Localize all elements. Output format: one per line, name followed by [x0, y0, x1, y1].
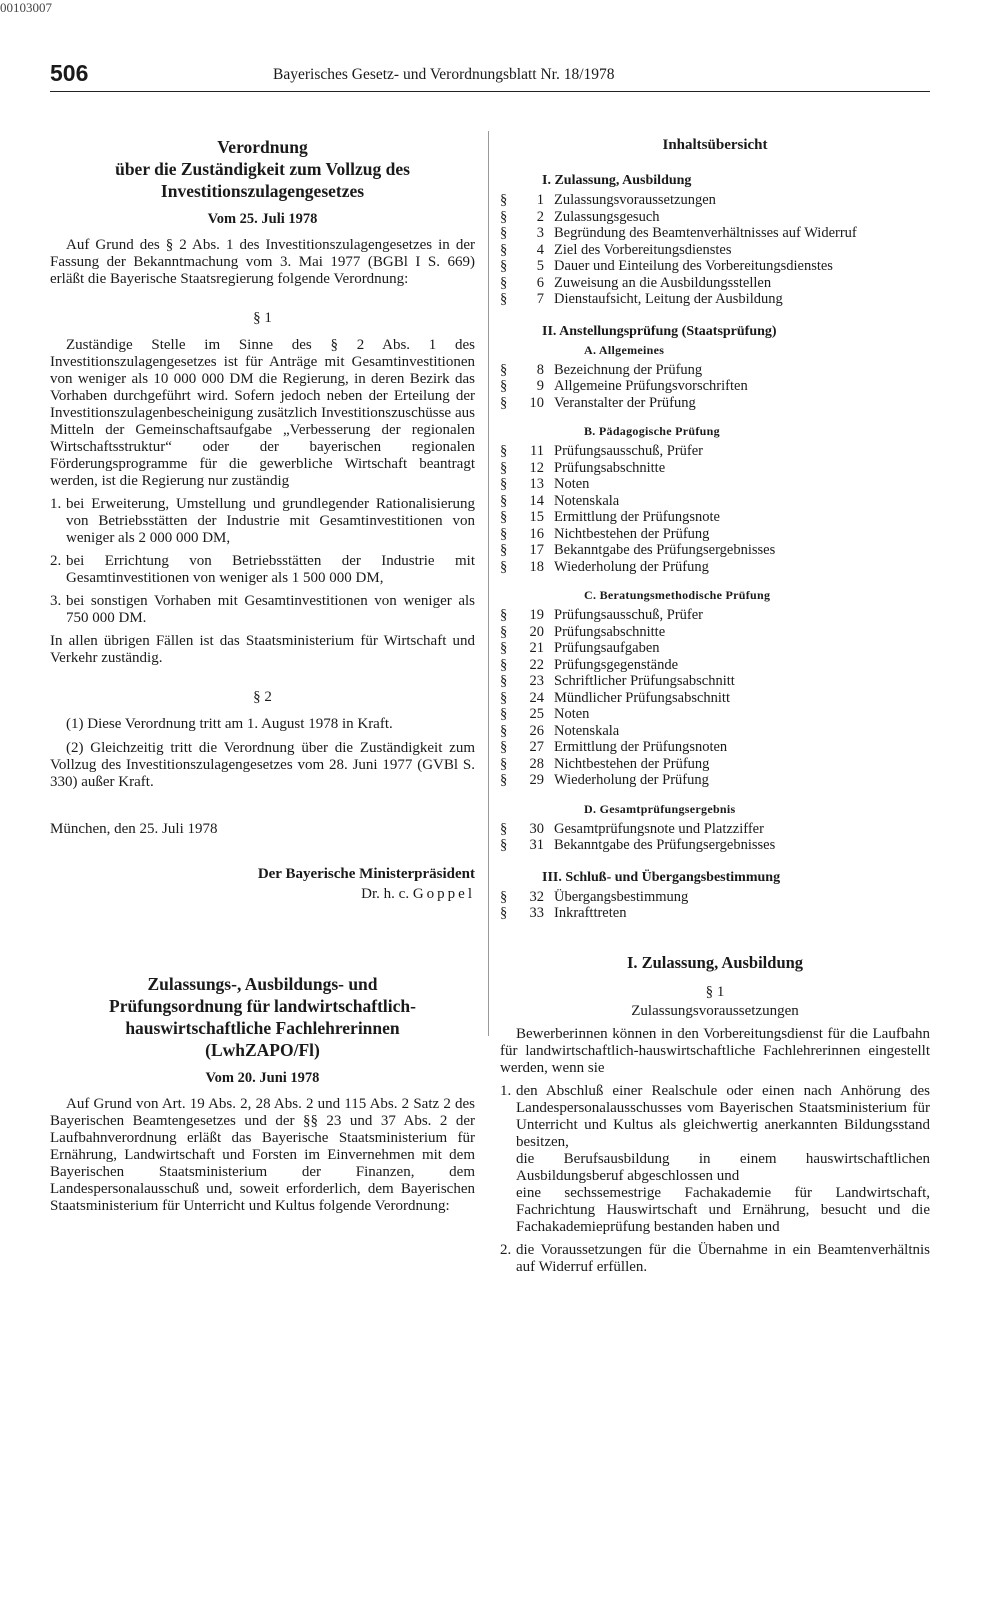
- toc-entry-title: Zuweisung an die Ausbildungsstellen: [554, 274, 772, 291]
- toc-entry-number: 33: [529, 905, 544, 921]
- toc-entry: [500, 291, 930, 308]
- ord1-item-list: [50, 496, 475, 627]
- toc-entry-number: 27: [529, 739, 544, 755]
- ord2-title-line-3: hauswirtschaftliche Fachlehrerinnen: [125, 1018, 400, 1038]
- toc-entry-title: Ermittlung der Prüfungsnote: [554, 509, 720, 525]
- toc-entry-title: Wiederholung der Prüfung: [554, 772, 709, 788]
- toc-entry-title: Zulassungsvoraussetzungen: [554, 192, 716, 208]
- toc-entry-number: 10: [529, 394, 544, 411]
- section-sign: §: [500, 476, 508, 492]
- section-sign: §: [500, 739, 508, 755]
- toc-entry-title: Dauer und Einteilung des Vorbereitungsdienstes: [554, 258, 833, 274]
- toc-entry-number: 22: [529, 656, 544, 673]
- section-sign: §: [500, 208, 508, 225]
- toc-entry-title: Prüfungsabschnitte: [554, 459, 666, 476]
- list-item: [50, 593, 475, 627]
- section-sign: §: [500, 241, 508, 258]
- toc-entry-title: Ziel des Vorbereitungsdienstes: [554, 241, 732, 258]
- toc-entry: [500, 657, 930, 674]
- section-sign: §: [500, 905, 508, 921]
- toc-entry-number: 7: [536, 291, 544, 307]
- ord2-title-line-1: Zulassungs-, Ausbildungs- und: [147, 974, 378, 994]
- list-item-text: die Berufsausbildung in einem hauswirtschaftlichen Ausbildungsberuf abgeschlossen und: [516, 1150, 930, 1184]
- toc-entry: [500, 476, 930, 493]
- toc-entry-title: Inkrafttreten: [554, 905, 627, 921]
- toc-entry: [500, 493, 930, 510]
- toc-entry: [500, 395, 930, 412]
- toc-section-title: III. Schluß- und Übergangsbestimmung: [542, 869, 781, 885]
- toc-entry-title: Bekanntgabe des Prüfungsergebnisses: [554, 837, 776, 853]
- toc-entry-title: Noten: [554, 706, 590, 722]
- toc-entry-number: 28: [529, 755, 544, 772]
- section-sign: §: [500, 888, 508, 905]
- list-item-text: den Abschluß einer Realschule oder einen nach Anhörung des Landespersonalausschusses vom Bayerischen Staatsministerium für Unterricht und Kultus als gleichwertig anerkannten Bildungsstand besitzen,: [516, 1082, 930, 1150]
- column-divider: [488, 131, 489, 1036]
- toc-entry-title: Zulassungsgesuch: [554, 208, 660, 225]
- toc-entry: [500, 889, 930, 906]
- ord1-s1-text: Zuständige Stelle im Sinne des § 2 Abs. 1 des Investitionszulagengesetzes ist für Anträge mit Gesamtinvestitionen von weniger als 10 000 000 DM die Regierung, in deren Bezirk das Vorhaben durchgeführt wird. Sofern jedoch neben der Erteilung der Investitionszulagenbescheinigung zusätzlich Investitionszuschüsse aus Mitteln der Gemeinschaftsaufgabe „Verbesserung der regionalen Wirtschaftsstruktur“ oder der bayerischen regionalen Förderungsprogramme für die gewerbliche Wirtschaft beantragt werden, ist die Regierung nur zuständig: [50, 337, 475, 489]
- section-sign: §: [500, 656, 508, 673]
- section-sign: §: [500, 820, 508, 837]
- table-of-contents: [500, 172, 930, 922]
- toc-entry: [500, 690, 930, 707]
- toc-entry-title: Allgemeine Prüfungsvorschriften: [554, 378, 748, 394]
- ord1-s2-paragraph-1: (1) Diese Verordnung tritt am 1. August 1978 in Kraft.: [66, 716, 393, 732]
- toc-entry-number: 11: [530, 443, 544, 459]
- toc-entry-title: Nichtbestehen der Prüfung: [554, 755, 710, 772]
- toc-subsection-title: B. Pädagogische Prüfung: [584, 424, 720, 438]
- page-number: 506: [50, 60, 89, 86]
- toc-entry: [500, 542, 930, 559]
- section-sign: §: [500, 673, 508, 689]
- toc-entry-number: 12: [529, 459, 544, 476]
- ord1-title-line-3: Investitionszulagengesetzes: [160, 181, 365, 201]
- list-item: [500, 1083, 930, 1236]
- toc-entry-number: 24: [529, 689, 544, 706]
- section-sign: §: [500, 509, 508, 525]
- toc-entry: [500, 526, 930, 543]
- toc-entry: [500, 225, 930, 242]
- toc-entry-number: 30: [529, 820, 544, 837]
- ord1-s2-paragraph-2: (2) Gleichzeitig tritt die Verordnung über die Zuständigkeit zum Vollzug des Investitionszulagengesetzes vom 28. Juni 1977 (GVBl S. 330) außer Kraft.: [50, 740, 475, 790]
- ord1-preamble: Auf Grund des § 2 Abs. 1 des Investitionszulagengesetzes in der Fassung der Bekanntmachung vom 3. Mai 1977 (BGBl I S. 669) erläßt die Bayerische Staatsregierung folgende Verordnung:: [50, 237, 475, 287]
- toc-entry: [500, 706, 930, 723]
- toc-entry: [500, 378, 930, 395]
- toc-entry: [500, 821, 930, 838]
- toc-entry-number: 25: [529, 706, 544, 722]
- section-sign: §: [500, 258, 508, 274]
- toc-entry-number: 26: [529, 722, 544, 739]
- toc-entry-number: 15: [529, 509, 544, 525]
- toc-entry: [500, 756, 930, 773]
- ord1-title-line-2: über die Zuständigkeit zum Vollzug des: [115, 159, 410, 179]
- toc-entry-title: Prüfungsabschnitte: [554, 623, 666, 640]
- toc-entry: [500, 607, 930, 624]
- toc-entry: [500, 905, 930, 922]
- toc-entry-number: 23: [529, 673, 544, 689]
- toc-entry: [500, 460, 930, 477]
- toc-entry-number: 8: [536, 361, 544, 378]
- toc-entry: [500, 673, 930, 690]
- section-sign: §: [500, 443, 508, 459]
- toc-entry-number: 9: [536, 378, 544, 394]
- toc-entry-number: 16: [529, 525, 544, 542]
- toc-entry-title: Wiederholung der Prüfung: [554, 558, 709, 575]
- toc-entry: [500, 258, 930, 275]
- toc-subsection-title: D. Gesamtprüfungsergebnis: [584, 801, 736, 816]
- toc-entry-title: Ermittlung der Prüfungsnoten: [554, 739, 728, 755]
- toc-subsection-title: A. Allgemeines: [584, 342, 665, 357]
- toc-entry-title: Prüfungsaufgaben: [554, 640, 660, 656]
- toc-entry-title: Notenskala: [554, 492, 620, 509]
- toc-entry-title: Bezeichnung der Prüfung: [554, 361, 703, 378]
- section-sign: §: [500, 394, 508, 411]
- section-sign: §: [500, 192, 508, 208]
- toc-entry: [500, 443, 930, 460]
- scan-mark: 00103007: [0, 0, 52, 15]
- ord2-date: Vom 20. Juni 1978: [205, 1070, 320, 1086]
- toc-heading: Inhaltsübersicht: [662, 137, 768, 153]
- ord1-s1-heading: § 1: [253, 310, 272, 326]
- toc-entry-number: 3: [536, 225, 544, 241]
- toc-entry-number: 29: [529, 772, 544, 788]
- ordinance-1: [50, 136, 475, 903]
- section-sign: §: [500, 525, 508, 542]
- toc-entry-title: Dienstaufsicht, Leitung der Ausbildung: [554, 291, 783, 307]
- section-sign: §: [500, 837, 508, 853]
- toc-section-title: II. Anstellungsprüfung (Staatsprüfung): [542, 323, 777, 339]
- part1-heading: I. Zulassung, Ausbildung: [626, 952, 804, 972]
- ord1-date: Vom 25. Juli 1978: [207, 211, 318, 227]
- toc-entry-title: Prüfungsgegenstände: [554, 656, 679, 673]
- toc-entry-number: 21: [529, 640, 544, 656]
- ord1-title-line-1: Verordnung: [217, 137, 308, 157]
- left-column: [50, 136, 475, 1215]
- section-sign: §: [500, 291, 508, 307]
- right-column: [500, 137, 930, 1276]
- ord2-preamble: Auf Grund von Art. 19 Abs. 2, 28 Abs. 2 und 115 Abs. 2 Satz 2 des Bayerischen Beamtengesetzes und der §§ 23 und 37 Abs. 2 der Laufbahnverordnung erläßt das Bayerische Staatsministerium für Ernährung, Landwirtschaft und Forsten im Einvernehmen mit dem Bayerischen Staatsministerium der Finanzen, dem Landespersonalausschuß und, soweit erforderlich, dem Bayerischen Staatsministerium für Unterricht und Kultus folgende Verordnung:: [50, 1096, 475, 1214]
- toc-entry: [500, 275, 930, 292]
- toc-entry-number: 31: [529, 837, 544, 853]
- running-title: Bayerisches Gesetz- und Verordnungsblatt Nr. 18/1978: [273, 66, 615, 83]
- toc-entry: [500, 640, 930, 657]
- section-sign: §: [500, 225, 508, 241]
- list-item-text: bei Errichtung von Betriebsstätten der Industrie mit Gesamtinvestitionen von weniger als 1 500 000 DM,: [66, 553, 475, 586]
- list-item: [50, 553, 475, 587]
- part1-intro: Bewerberinnen können in den Vorbereitungsdienst für die Laufbahn für landwirtschaftlich-hauswirtschaftliche Fachlehrerinnen eingestellt werden, wenn sie: [500, 1025, 930, 1076]
- toc-entry-title: Prüfungsausschuß, Prüfer: [554, 443, 704, 459]
- toc-entry-title: Schriftlicher Prüfungsabschnitt: [554, 673, 735, 689]
- toc-entry-title: Mündlicher Prüfungsabschnitt: [554, 689, 730, 706]
- section-sign: §: [500, 558, 508, 575]
- section-sign: §: [500, 542, 508, 558]
- toc-entry-title: Gesamtprüfungsnote und Platzziffer: [554, 820, 764, 837]
- toc-section-title: I. Zulassung, Ausbildung: [542, 173, 692, 188]
- toc-entry-title: Übergangsbestimmung: [554, 888, 689, 905]
- list-item: [50, 496, 475, 547]
- section-sign: §: [500, 492, 508, 509]
- ord1-place-date: München, den 25. Juli 1978: [50, 821, 218, 837]
- toc-entry-title: Nichtbestehen der Prüfung: [554, 525, 710, 542]
- list-item-number: 3.: [50, 593, 62, 609]
- toc-entry-number: 4: [536, 241, 544, 258]
- toc-entry: [500, 362, 930, 379]
- toc-entry: [500, 723, 930, 740]
- list-item-number: 1.: [50, 496, 62, 512]
- toc-entry-title: Begründung des Beamtenverhältnisses auf Widerruf: [554, 225, 857, 241]
- toc-entry-number: 13: [529, 476, 544, 492]
- toc-entry: [500, 624, 930, 641]
- toc-entry-number: 20: [529, 623, 544, 640]
- section-sign: §: [500, 623, 508, 640]
- list-item-number: 1.: [500, 1082, 512, 1099]
- toc-entry: [500, 559, 930, 576]
- section-sign: §: [500, 772, 508, 788]
- toc-subsection-title: C. Beratungsmethodische Prüfung: [584, 588, 771, 602]
- toc-entry-number: 32: [529, 888, 544, 905]
- list-item-number: 2.: [50, 553, 62, 569]
- list-item-text: bei sonstigen Vorhaben mit Gesamtinvestitionen von weniger als 750 000 DM.: [66, 593, 475, 626]
- toc-entry-number: 1: [536, 192, 544, 208]
- part1-s1-title: Zulassungsvoraussetzungen: [631, 1002, 799, 1019]
- toc-entry-number: 17: [529, 542, 544, 558]
- section-sign: §: [500, 607, 508, 623]
- signer-name-prefix: Dr. h. c.: [361, 886, 410, 902]
- toc-entry-number: 18: [529, 558, 544, 575]
- toc-entry-number: 6: [536, 274, 544, 291]
- part1-s1-heading: § 1: [705, 983, 725, 1000]
- toc-entry-title: Notenskala: [554, 722, 620, 739]
- section-sign: §: [500, 706, 508, 722]
- toc-entry: [500, 509, 930, 526]
- ord1-s1-closing: In allen übrigen Fällen ist das Staatsministerium für Wirtschaft und Verkehr zuständig.: [50, 633, 475, 666]
- toc-entry-number: 19: [529, 607, 544, 623]
- list-item-text: bei Erweiterung, Umstellung und grundlegender Rationalisierung von Betriebsstätten der Industrie mit Gesamtinvestitionen von weniger als 2 000 000 DM,: [66, 496, 475, 546]
- ord2-title-line-4: (LwhZAPO/Fl): [205, 1040, 320, 1060]
- part-1: [500, 952, 930, 1276]
- toc-entry: [500, 192, 930, 209]
- list-item-body: [516, 1083, 930, 1236]
- section-sign: §: [500, 361, 508, 378]
- list-item-text: eine sechssemestrige Fachakademie für Landwirtschaft, Fachrichtung Hauswirtschaft und Ernährung, besucht und die Fachakademieprüfung bestanden haben und: [516, 1184, 930, 1235]
- toc-entry: [500, 772, 930, 789]
- section-sign: §: [500, 378, 508, 394]
- list-item: [500, 1242, 930, 1276]
- toc-entry-number: 2: [536, 208, 544, 225]
- toc-entry: [500, 242, 930, 259]
- section-sign: §: [500, 459, 508, 476]
- section-sign: §: [500, 640, 508, 656]
- section-sign: §: [500, 755, 508, 772]
- ord1-signer: [50, 886, 475, 903]
- toc-entry-title: Bekanntgabe des Prüfungsergebnisses: [554, 542, 776, 558]
- section-sign: §: [500, 722, 508, 739]
- toc-entry: [500, 739, 930, 756]
- section-sign: §: [500, 689, 508, 706]
- ordinance-2: [50, 973, 475, 1215]
- toc-entry: [500, 209, 930, 226]
- toc-entry-title: Prüfungsausschuß, Prüfer: [554, 607, 704, 623]
- header-rule: [50, 91, 930, 92]
- ord1-signer-title: Der Bayerische Ministerpräsident: [257, 866, 475, 882]
- section-sign: §: [500, 274, 508, 291]
- list-item-text: die Voraussetzungen für die Übernahme in ein Beamtenverhältnis auf Widerruf erfüllen.: [516, 1241, 930, 1275]
- toc-entry: [500, 837, 930, 854]
- ord2-title-line-2: Prüfungsordnung für landwirtschaftlich-: [109, 996, 416, 1016]
- toc-entry-title: Veranstalter der Prüfung: [554, 394, 696, 411]
- toc-entry-number: 14: [529, 492, 544, 509]
- signer-name: Goppel: [412, 886, 475, 902]
- list-item-number: 2.: [500, 1241, 512, 1258]
- toc-entry-number: 5: [536, 258, 544, 274]
- toc-entry-title: Noten: [554, 476, 590, 492]
- ord1-s2-heading: § 2: [253, 689, 272, 705]
